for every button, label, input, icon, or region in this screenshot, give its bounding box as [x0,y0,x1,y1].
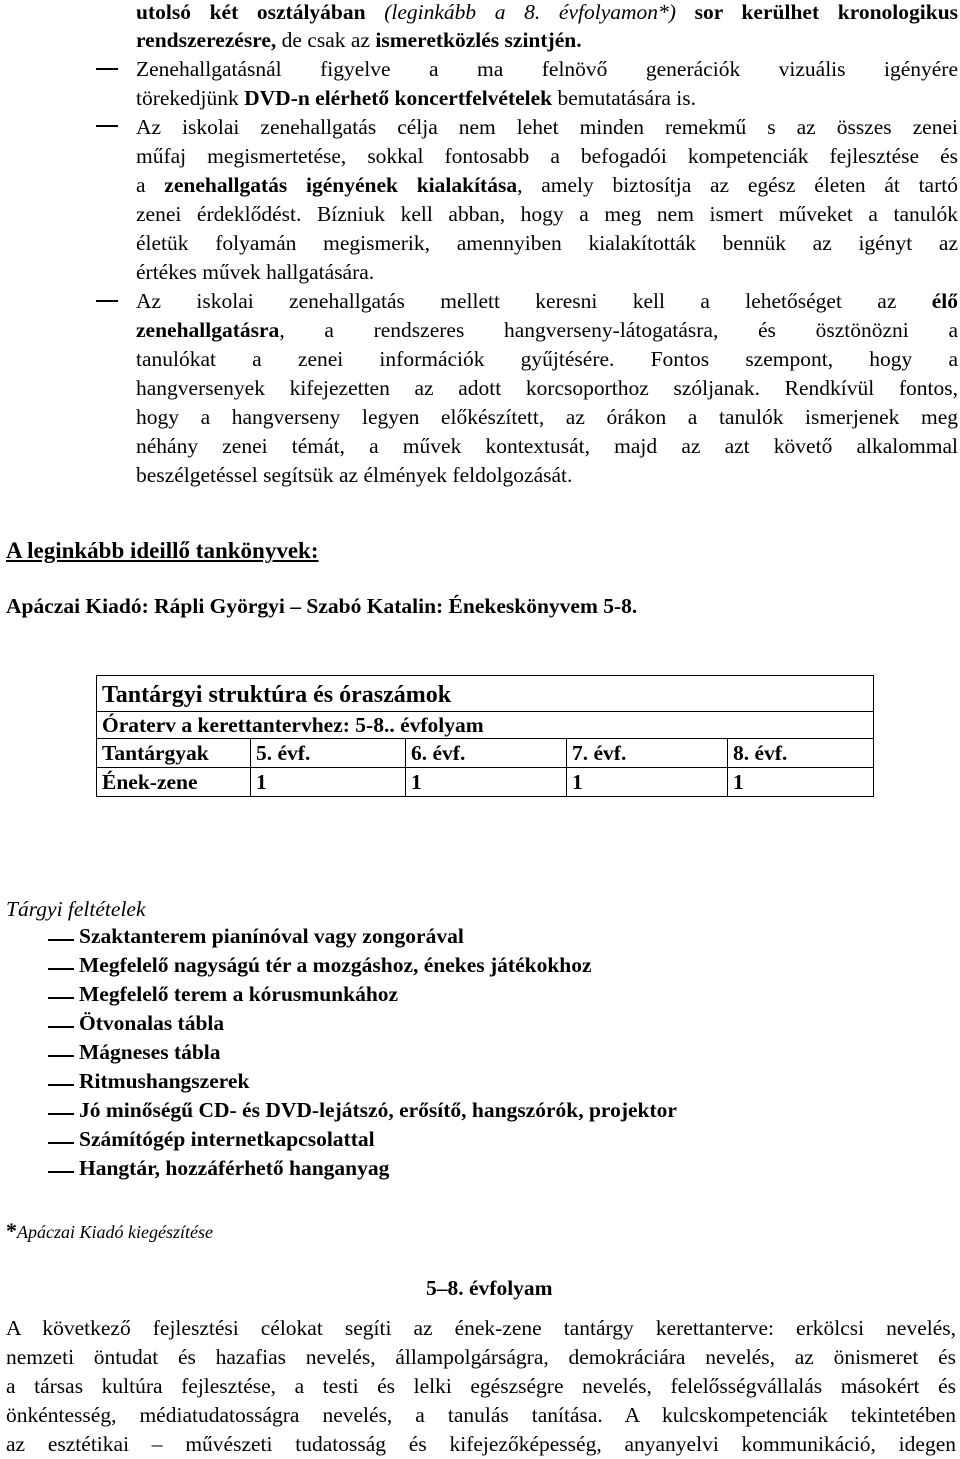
footnote-text: Apáczai Kiadó kiegészítése [17,1222,213,1242]
bullet-3-line-1 [136,287,958,316]
bullet-3-line-5: hogy a hangverseny legyen előkészített, az órákon a tanulók ismerjenek meg [136,405,958,429]
bullet-3-l1-bold: élő [931,289,959,313]
table-title-cell [97,676,874,712]
bullet-3-line-3: tanulókat a zenei információk gyűjtésére. Fontos szempont, hogy a [136,347,958,371]
intro-bold-a: utolsó két osztályában [136,0,366,24]
requirements-heading: Tárgyi feltételek [6,897,146,921]
dash-icon [48,1026,74,1028]
bullet-3-line-6: néhány zenei témát, a művek kontextusát, majd az azt követő alkalommal [136,434,958,458]
dash-icon [48,1113,74,1115]
dash-icon [48,1142,74,1144]
table-header-row [97,739,874,768]
bullet-1-line-1: Zenehallgatásnál figyelve a ma felnövő generációk vizuális igényére [136,57,958,81]
dash-icon [48,1084,74,1086]
table-header-cell: Tantárgyak [97,739,251,768]
intro-line2-plain: de csak az [281,28,371,52]
dash-icon [96,125,118,127]
bullet-2-line-4: zenei érdeklődést. Bízniuk kell abban, hogy a meg nem ismert műveket a tanulók [136,202,958,226]
dash-icon [48,1171,74,1173]
bullet-1-line-2 [136,84,696,113]
dash-icon [48,939,74,941]
bullet-1-bold: DVD-n elérhető koncertfelvételek [244,86,553,110]
table-cell: 1 [406,768,567,797]
bullet-2-l3-a: a [136,173,146,197]
dash-icon [48,1055,74,1057]
bullet-3-line-7: beszélgetéssel segítsük az élmények feldolgozását. [136,463,573,487]
bullet-3-l1-a: Az iskolai zenehallgatás mellett keresni kell a lehetőséget az [136,289,897,313]
requirement-item: Hangtár, hozzáférhető hanganyag [79,1156,390,1180]
bullet-2-l3-bold: zenehallgatás igényének kialakítása [164,173,518,197]
intro-line-1 [136,0,958,27]
bullet-2-line-5: életük folyamán megismerik, amennyiben kialakították bennük az igényt az [136,231,958,255]
intro-line2-bold: rendszerezésre, [136,28,277,52]
table-header-cell: 7. évf. [567,739,728,768]
requirement-item: Ritmushangszerek [79,1069,250,1093]
table-header-cell: 6. évf. [406,739,567,768]
bullet-2-line-1: Az iskolai zenehallgatás célja nem lehet minden remekmű s az összes zenei [136,115,958,139]
paragraph-line: a társas kultúra fejlesztése, a testi és lelki egészségre nevelés, felelősségvállalás másokért és [6,1374,956,1398]
bullet-2-l3-b: , amely biztosítja az egész életen át tartó [517,173,958,197]
intro-bold-b: sor kerülhet kronologikus [694,0,959,24]
section-heading: 5–8. évfolyam [426,1276,553,1300]
requirement-item: Megfelelő nagyságú tér a mozgáshoz, énekes játékokhoz [79,953,592,977]
table-cell: 1 [728,768,874,797]
requirement-item: Szaktanterem pianínóval vagy zongorával [79,924,464,948]
dash-icon [48,997,74,999]
requirement-item: Megfelelő terem a kórusmunkához [79,982,399,1006]
intro-line-2 [136,26,582,55]
footnote-star: * [6,1218,17,1243]
table-header-cell: 8. évf. [728,739,874,768]
table-cell: 1 [567,768,728,797]
requirement-item: Jó minőségű CD- és DVD-lejátszó, erősítő, hangszórók, projektor [79,1098,677,1122]
requirement-item: Számítógép internetkapcsolattal [79,1127,375,1151]
requirement-item: Mágneses tábla [79,1040,221,1064]
table-cell: Ének-zene [97,768,251,797]
footnote [6,1216,213,1247]
intro-italic: (leginkább a 8. évfolyamon*) [384,0,676,24]
bullet-3-l2-bold: zenehallgatásra [136,318,280,342]
table-header-cell: 5. évf. [251,739,406,768]
table-subtitle: Óraterv a kerettantervhez: 5-8.. évfolyam [102,712,484,737]
table-subtitle-cell [97,712,874,739]
table-row [97,768,874,797]
textbooks-heading: A leginkább ideillő tankönyvek: [6,538,319,563]
bullet-3-l2-b: , a rendszeres hangverseny-látogatásra, és ösztönözni a [279,318,958,342]
paragraph-line: az esztétikai – művészeti tudatosság és kifejezőképesség, anyanyelvi kommunikáció, idegen [6,1432,956,1456]
textbook-entry: Apáczai Kiadó: Rápli Györgyi – Szabó Katalin: Énekeskönyvem 5-8. [6,594,638,618]
hours-table [96,675,874,797]
paragraph-line: A következő fejlesztési célokat segíti az ének-zene tantárgy kerettanterve: erkölcsi nevelés, [6,1316,956,1340]
bullet-2-line-6: értékes művek hallgatására. [136,260,375,284]
bullet-3-line-4: hangversenyek kifejezetten az adott korcsoporthoz szóljanak. Rendkívül fontos, [136,376,958,400]
bullet-3-line-2 [136,316,958,345]
bullet-1-text-c: bemutatására is. [557,86,697,110]
bullet-2-line-2: műfaj megismertetése, sokkal fontosabb a befogadói kompetenciák fejlesztése és [136,144,958,168]
dash-icon [96,68,118,70]
paragraph-line: nemzeti öntudat és hazafias nevelés, állampolgárságra, demokráciára nevelés, az önismeret és [6,1345,956,1369]
bullet-2-line-3 [136,171,958,200]
bullet-1-text-a: törekedjünk [136,86,239,110]
table-cell: 1 [251,768,406,797]
table-title: Tantárgyi struktúra és óraszámok [102,682,452,708]
paragraph-line: önkéntesség, médiatudatosságra nevelés, a tanulás tanítása. A kulcskompetenciák tekintetében [6,1403,956,1427]
requirement-item: Ötvonalas tábla [79,1011,225,1035]
intro-line2-bold-b: ismeretközlés szintjén. [375,28,582,52]
dash-icon [48,968,74,970]
dash-icon [96,300,118,302]
